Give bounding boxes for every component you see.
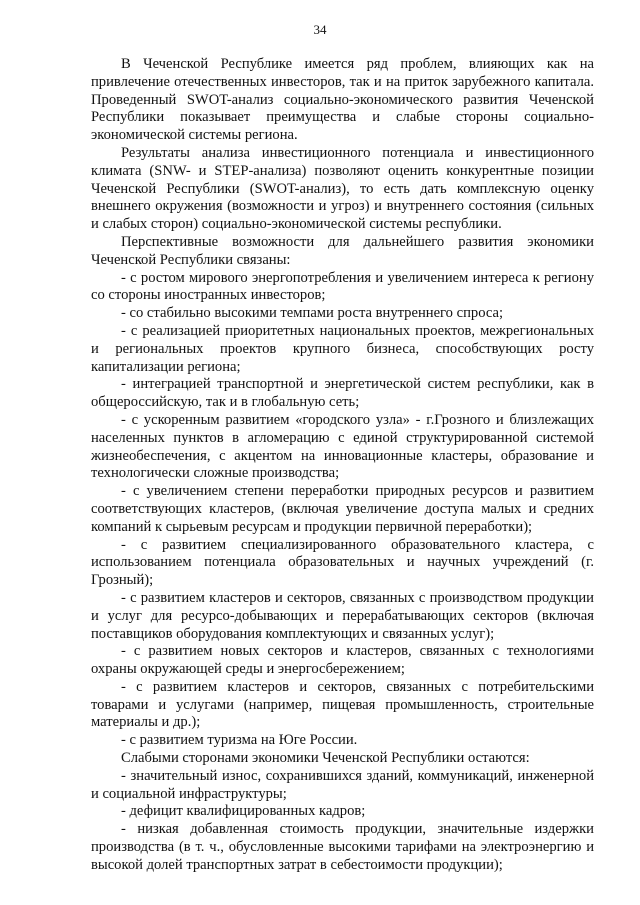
page-number: 34 [313,22,327,37]
list-item-weakness: - дефицит квалифицированных кадров; [121,803,366,820]
list-item-weakness: - значительный износ, сохранившихся зданий, коммуникаций, инженерной и социальной инфраструктуры; [91,767,594,802]
paragraph-opportunities-heading: Перспективные возможности для дальнейшего развития экономики Чеченской Республики связаны: [91,233,594,268]
list-item-opportunity: - с реализацией приоритетных национальных проектов, межрегиональных и региональных проектов крупного бизнеса, способствующих росту капитализации региона; [91,322,594,375]
paragraph-analysis-results: Результаты анализа инвестиционного потенциала и инвестиционного климата (SNW- и STEP-анализа) позволяют оценить конкурентные позиции Чеченской Республики (SWOT-анализ), то есть дать комплексную оценку внешнего окружения (возможности и угроз) и внутреннего состояния (сильных и слабых сторон) социально-экономической системы республики. [91,144,594,233]
list-item-opportunity: - со стабильно высокими темпами роста внутреннего спроса; [121,305,504,322]
list-item-opportunity: - с увеличением степени переработки природных ресурсов и развитием соответствующих кластеров, (включая увеличение доступа малых и средних компаний к сырьевым ресурсам и продукции первичной переработки); [91,483,594,535]
list-item-weakness: - низкая добавленная стоимость продукции, значительные издержки производства (в т. ч., обусловленные высокими тарифами на электроэнергию и высокой долей транспортных затрат в себестоимости продукции); [91,821,594,873]
list-item-opportunity: - с развитием кластеров и секторов, связанных с производством продукции и услуг для ресурсо-добывающих и перерабатывающих секторов (включая поставщиков оборудования комплектующих и связанных услуг); [91,589,594,642]
paragraph-intro: В Чеченской Республике имеется ряд проблем, влияющих как на привлечение отечественных инвесторов, так и на приток зарубежного капитала. Проведенный SWOT-анализ социально-экономического развития Чеченской Республики показывает преимущества и слабые стороны социально-экономической системы региона. [91,56,594,144]
list-item-opportunity: - с ускоренным развитием «городского узла» - г.Грозного и близлежащих населенных пунктов в агломерацию с единой структурированной системой жизнеобеспечения, с акцентом на инновационные кластеры, образование и технологически сложные производства; [91,411,594,482]
document-body [91,56,594,875]
list-item-opportunity: - с ростом мирового энергопотребления и увеличением интереса к региону со стороны иностранных инвесторов; [91,269,594,304]
list-item-opportunity: - с развитием кластеров и секторов, связанных с потребительскими товарами и услугами (например, пищевая промышленность, строительные материалы и др.); [91,678,594,731]
list-item-opportunity: - с развитием туризма на Юге России. [121,732,358,749]
list-item-opportunity: - с развитием специализированного образовательного кластера, с использованием потенциала образовательных и научных учреждений (г. Грозный); [91,536,594,589]
list-item-opportunity: - интеграцией транспортной и энергетической систем республики, как в общероссийскую, так и в глобальную сеть; [91,376,594,411]
list-item-opportunity: - с развитием новых секторов и кластеров, связанных с технологиями охраны окружающей среды и энергосбережением; [91,643,594,678]
paragraph-weaknesses-heading: Слабыми сторонами экономики Чеченской Республики остаются: [121,750,530,767]
